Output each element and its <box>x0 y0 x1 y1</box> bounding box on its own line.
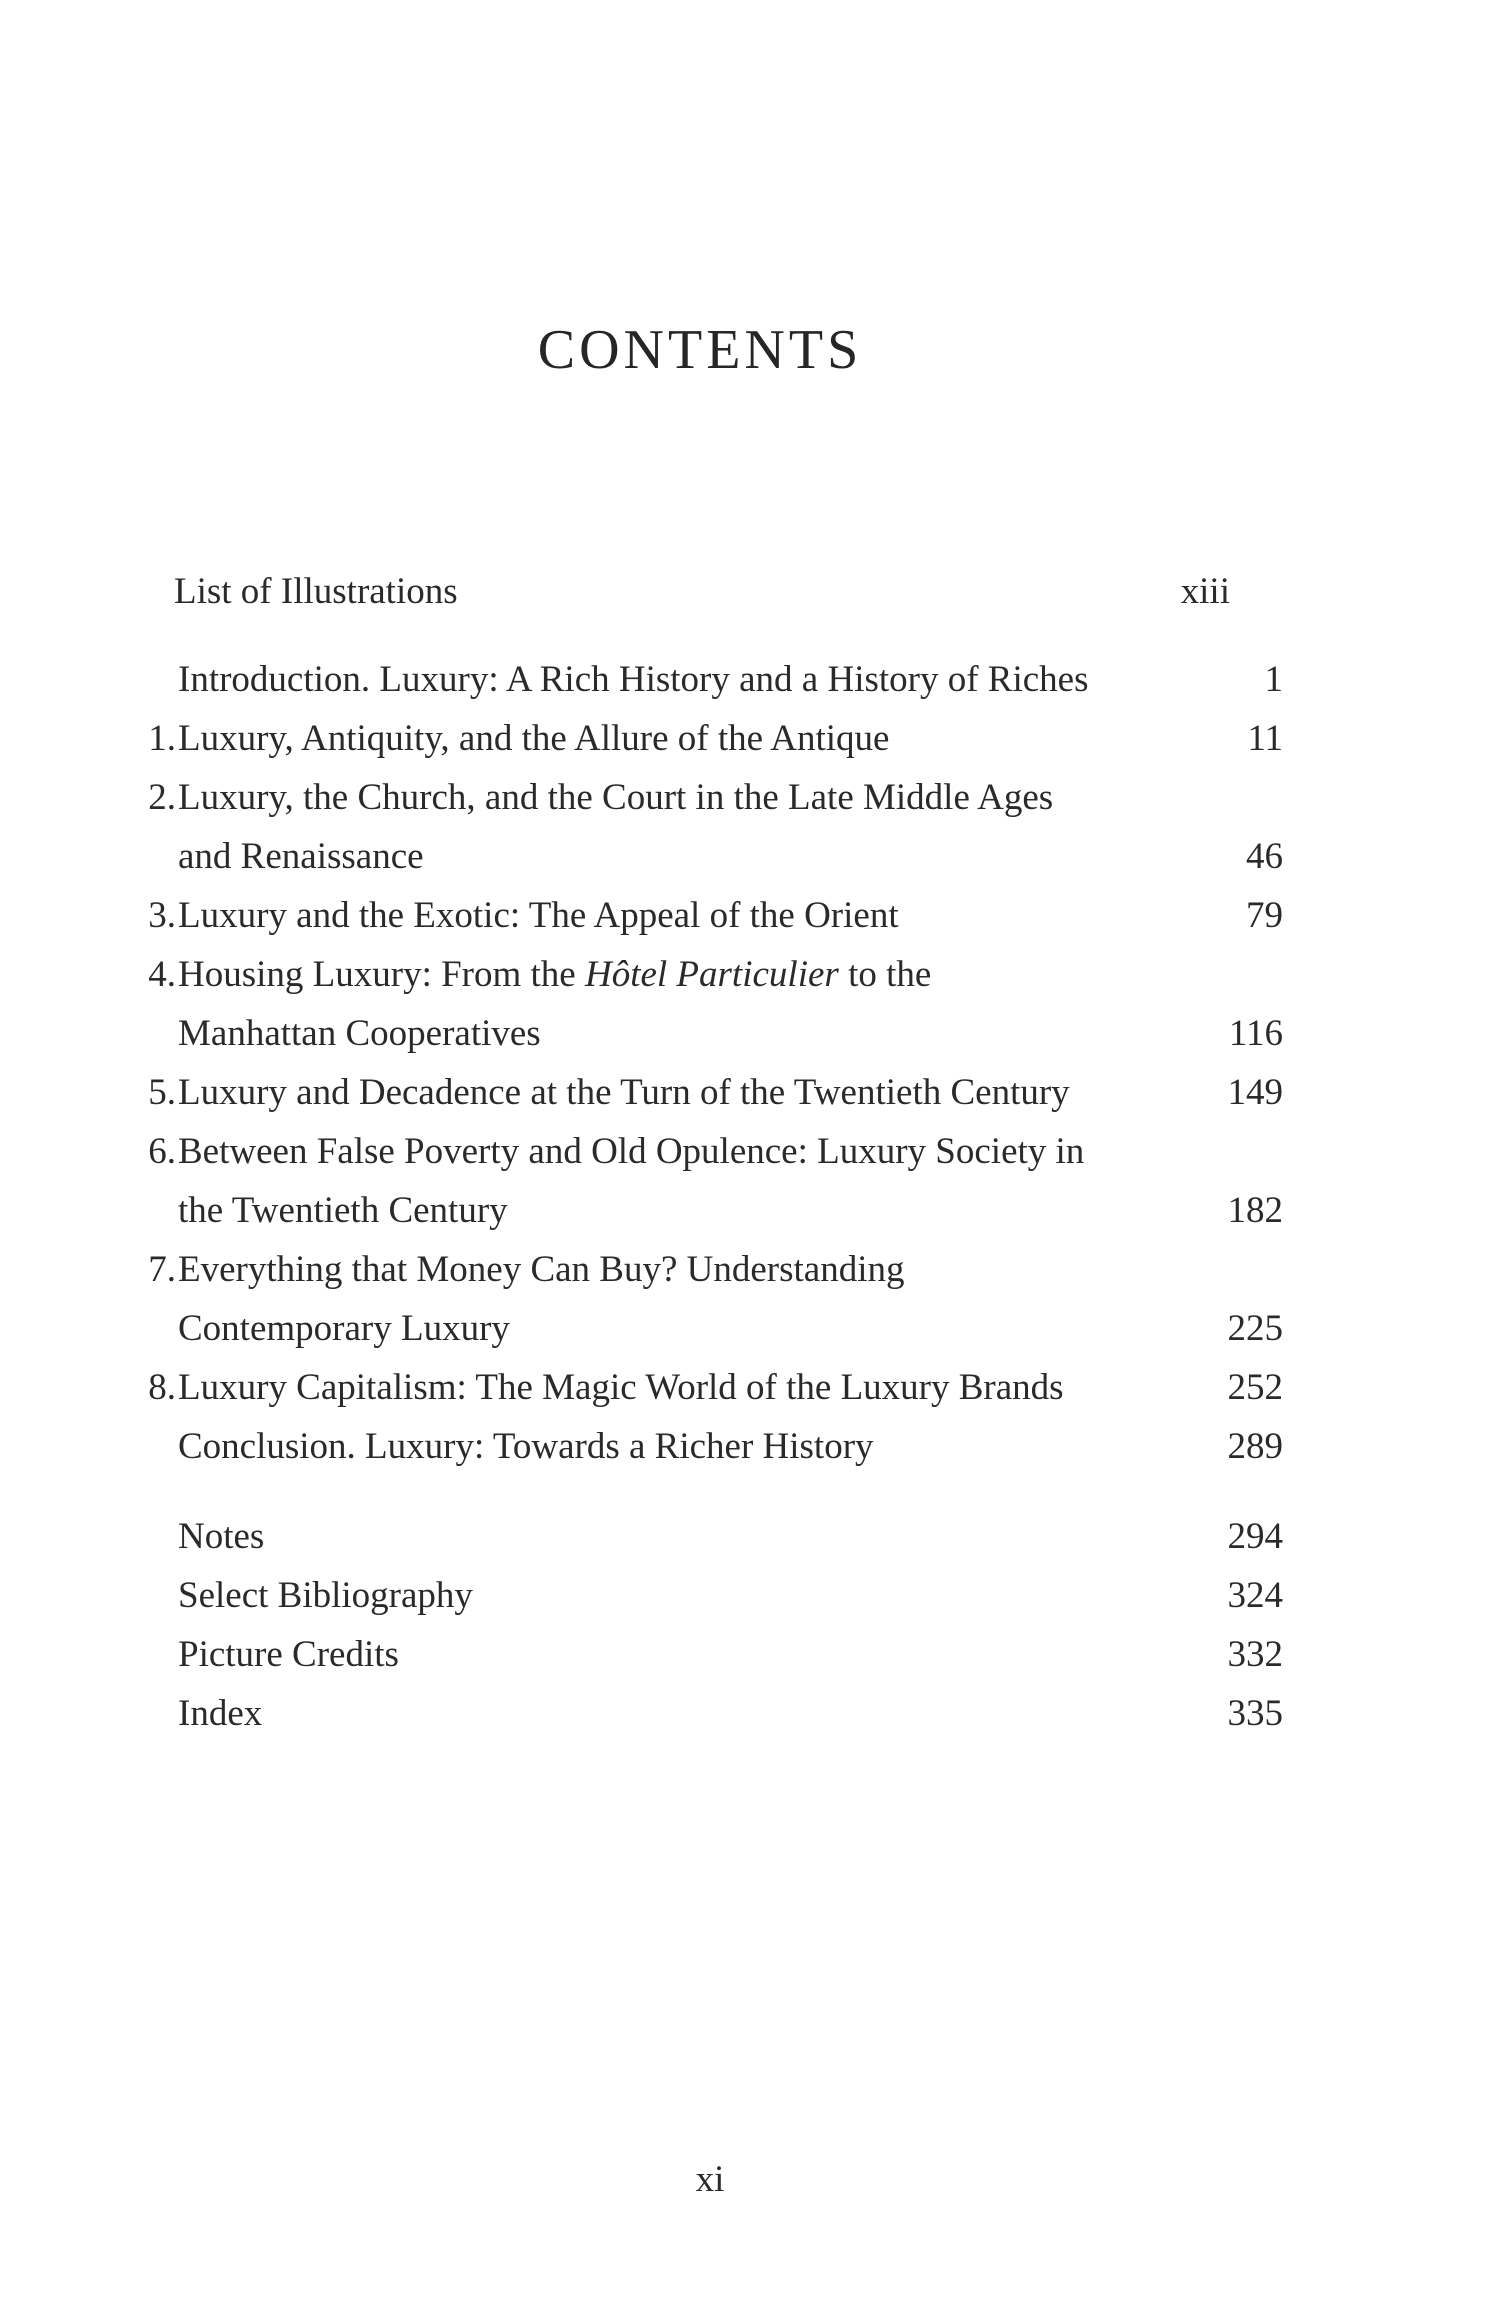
toc-entry-title: List of Illustrations <box>174 571 458 612</box>
toc-entry-page: 289 <box>1227 1426 1283 1467</box>
toc-entry-conclusion <box>0 1418 1500 1476</box>
toc-entry-chapter-6-continued <box>0 1182 1500 1240</box>
toc-entry-page: 79 <box>1246 895 1283 936</box>
toc-entry-introduction <box>0 651 1500 709</box>
toc-entry-page: 294 <box>1227 1516 1283 1557</box>
toc-entry-chapter-2 <box>0 769 1500 827</box>
toc-entry-list-of-illustrations <box>0 563 1500 621</box>
toc-entry-chapter-4 <box>0 946 1500 1004</box>
toc-entry-page: 252 <box>1227 1367 1283 1408</box>
toc-entry-picture-credits <box>0 1626 1500 1684</box>
toc-entry-title: Select Bibliography <box>178 1575 473 1616</box>
page-title: CONTENTS <box>537 319 863 381</box>
toc-entry-title: Index <box>178 1693 263 1734</box>
toc-entry-number: 8. <box>148 1367 176 1408</box>
toc-entry-page: xiii <box>1180 571 1230 612</box>
toc-entry-number: 7. <box>148 1249 176 1290</box>
toc-entry-page: 335 <box>1227 1693 1283 1734</box>
toc-entry-number: 1. <box>148 718 176 759</box>
toc-entry-title: Notes <box>178 1516 265 1557</box>
toc-entry-number: 6. <box>148 1131 176 1172</box>
toc-entry-chapter-6 <box>0 1123 1500 1181</box>
toc-entry-number: 2. <box>148 777 176 818</box>
toc-entry-index <box>0 1685 1500 1743</box>
toc-entry-page: 324 <box>1227 1575 1283 1616</box>
toc-entry-chapter-8 <box>0 1359 1500 1417</box>
toc-entry-page: 116 <box>1228 1013 1283 1054</box>
toc-entry-title <box>178 946 931 1004</box>
toc-entry-chapter-1 <box>0 710 1500 768</box>
toc-entry-title: Conclusion. Luxury: Towards a Richer History <box>178 1426 874 1467</box>
toc-entry-title: Introduction. Luxury: A Rich History and a History of Riches <box>178 659 1089 700</box>
title-text-after: to the <box>838 954 932 995</box>
toc-entry-chapter-5 <box>0 1064 1500 1122</box>
toc-entry-page: 149 <box>1227 1072 1283 1113</box>
toc-entry-title: Luxury and the Exotic: The Appeal of the Orient <box>178 895 899 936</box>
title-text-before: Housing Luxury: From the <box>178 954 585 995</box>
toc-entry-notes <box>0 1508 1500 1566</box>
toc-entry-title: Luxury, Antiquity, and the Allure of the Antique <box>178 718 890 759</box>
title-italic-text: Hôtel Particulier <box>584 954 839 995</box>
toc-entry-title: Picture Credits <box>178 1634 399 1675</box>
toc-entry-title-continued: and Renaissance <box>178 836 424 877</box>
toc-entry-chapter-7-continued <box>0 1300 1500 1358</box>
toc-entry-number: 5. <box>148 1072 176 1113</box>
toc-entry-page: 11 <box>1247 718 1283 759</box>
toc-entry-title: Everything that Money Can Buy? Understanding <box>178 1249 905 1290</box>
toc-entry-page: 182 <box>1227 1190 1283 1231</box>
toc-entry-select-bibliography <box>0 1567 1500 1625</box>
toc-entry-page: 46 <box>1246 836 1283 877</box>
toc-entry-title: Luxury and Decadence at the Turn of the Twentieth Century <box>178 1072 1070 1113</box>
toc-entry-number: 3. <box>148 895 176 936</box>
toc-entry-chapter-3 <box>0 887 1500 945</box>
toc-entry-page: 1 <box>1264 659 1283 700</box>
toc-entry-page: 332 <box>1227 1634 1283 1675</box>
toc-entry-number: 4. <box>148 954 176 995</box>
toc-entry-title-continued: Contemporary Luxury <box>178 1308 510 1349</box>
toc-entry-page: 225 <box>1227 1308 1283 1349</box>
toc-entry-title-continued: Manhattan Cooperatives <box>178 1013 541 1054</box>
toc-entry-title: Luxury, the Church, and the Court in the Late Middle Ages <box>178 777 1054 818</box>
toc-entry-title: Luxury Capitalism: The Magic World of the Luxury Brands <box>178 1367 1064 1408</box>
page-folio-number: xi <box>695 2159 725 2200</box>
toc-entry-title-continued: the Twentieth Century <box>178 1190 508 1231</box>
toc-entry-chapter-4-continued <box>0 1005 1500 1063</box>
toc-entry-chapter-2-continued <box>0 828 1500 886</box>
toc-entry-chapter-7 <box>0 1241 1500 1299</box>
toc-entry-title: Between False Poverty and Old Opulence: Luxury Society in <box>178 1131 1085 1172</box>
